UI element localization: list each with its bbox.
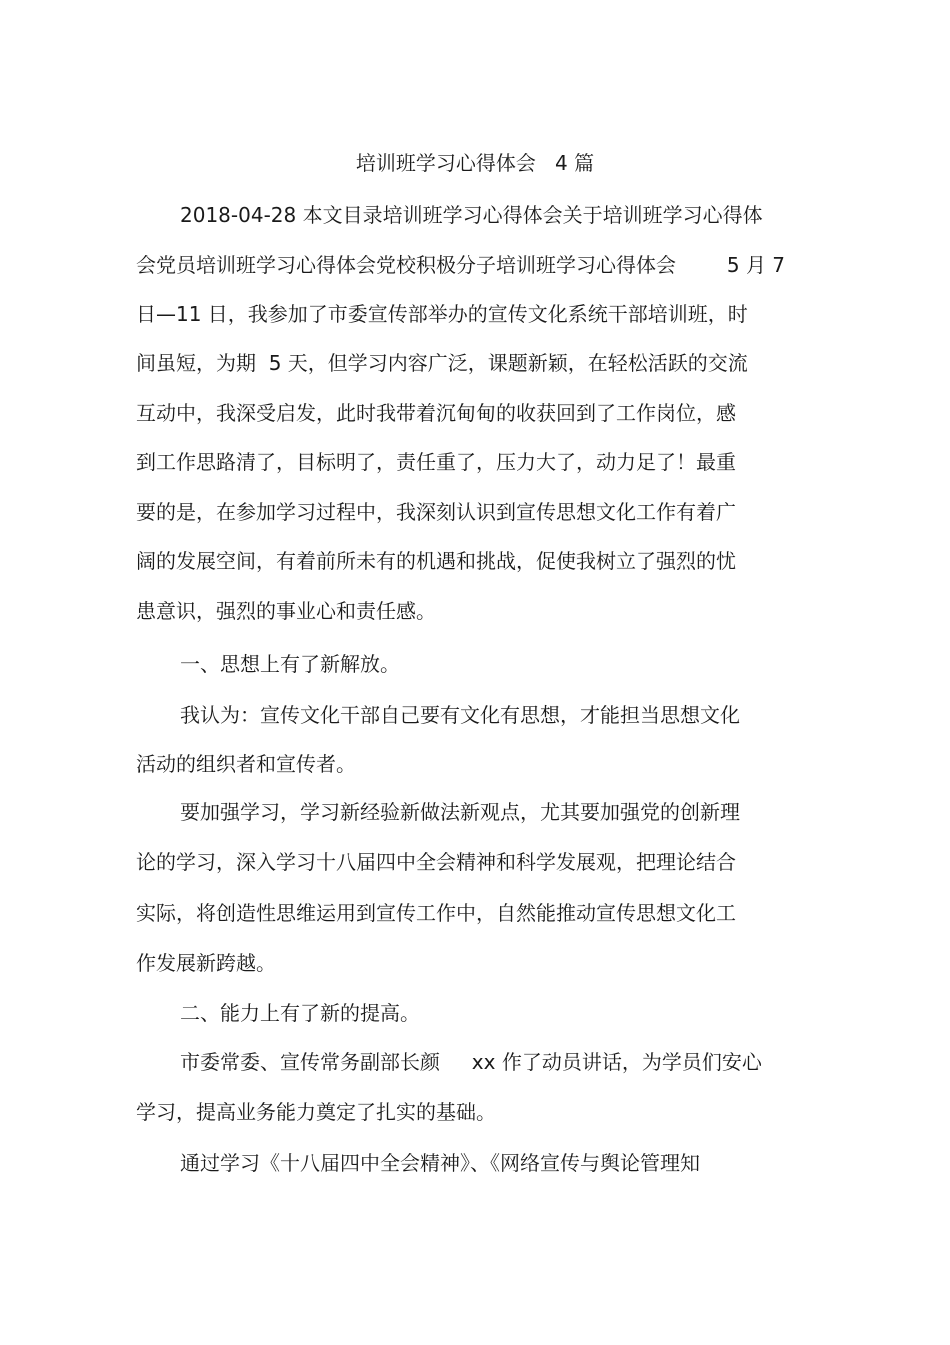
paragraph-line: 论的学习，深入学习十八届四中全会精神和科学发展观，把理论结合 [136,850,736,874]
paragraph-line: 日—11 日，我参加了市委宣传部举办的宣传文化系统干部培训班，时 [136,302,748,326]
paragraph-line: 实际，将创造性思维运用到宣传工作中，自然能推动宣传思想文化工 [136,901,736,925]
paragraph-line: 间虽短，为期 5 天，但学习内容广泛，课题新颖，在轻松活跃的交流 [136,351,748,375]
paragraph-line: 2018-04-28 本文目录培训班学习心得体会关于培训班学习心得体 [180,203,763,227]
paragraph-line: 学习，提高业务能力奠定了扎实的基础。 [136,1100,496,1124]
paragraph-line: 阔的发展空间，有着前所未有的机遇和挑战，促使我树立了强烈的忧 [136,549,736,573]
paragraph-line: 我认为：宣传文化干部自己要有文化有思想，才能担当思想文化 [180,703,740,727]
paragraph-line: 患意识，强烈的事业心和责任感。 [136,599,436,623]
paragraph-line: 互动中，我深受启发，此时我带着沉甸甸的收获回到了工作岗位，感 [136,401,736,425]
paragraph-line: 作发展新跨越。 [136,951,276,975]
paragraph-line: 活动的组织者和宣传者。 [136,752,356,776]
paragraph-line: 要加强学习，学习新经验新做法新观点，尤其要加强党的创新理 [180,800,740,824]
paragraph-line: 到工作思路清了，目标明了，责任重了，压力大了，动力足了！最重 [136,450,736,474]
paragraph-line: 通过学习《十八届四中全会精神》、《网络宣传与舆论管理知 [180,1151,700,1175]
paragraph-line: 要的是，在参加学习过程中，我深刻认识到宣传思想文化工作有着广 [136,500,736,524]
document-title: 培训班学习心得体会 4 篇 [355,151,595,175]
paragraph-line: 市委常委、宣传常务副部长颜 xx 作了动员讲话，为学员们安心 [180,1050,762,1074]
section-heading: 二、能力上有了新的提高。 [180,1001,420,1025]
section-heading: 一、思想上有了新解放。 [180,652,400,676]
paragraph-line: 会党员培训班学习心得体会党校积极分子培训班学习心得体会 5 月 7 [136,253,786,277]
